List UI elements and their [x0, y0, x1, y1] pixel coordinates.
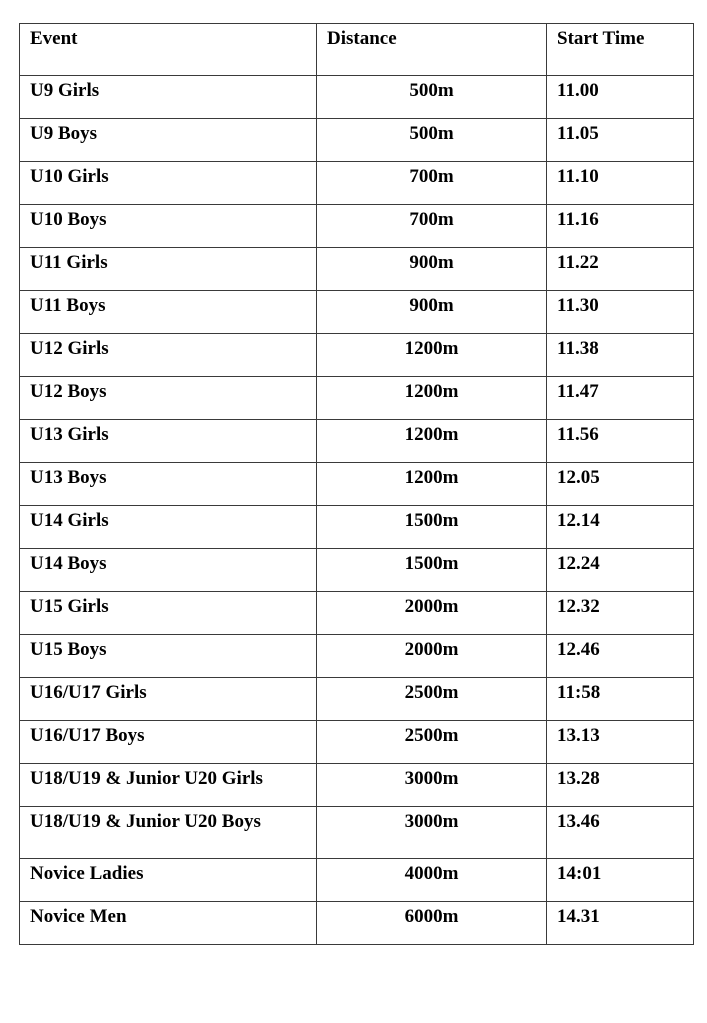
header-distance: Distance — [317, 24, 547, 76]
distance-cell: 2500m — [317, 721, 547, 764]
table-row — [20, 635, 694, 678]
table-row — [20, 119, 694, 162]
table-row — [20, 334, 694, 377]
start-time-cell: 13.13 — [547, 721, 694, 764]
distance-cell: 500m — [317, 119, 547, 162]
distance-cell: 6000m — [317, 902, 547, 945]
start-time-cell: 11:58 — [547, 678, 694, 721]
event-cell: U18/U19 & Junior U20 Boys — [20, 807, 317, 859]
table-row — [20, 592, 694, 635]
start-time-cell: 14.31 — [547, 902, 694, 945]
start-time-cell: 12.46 — [547, 635, 694, 678]
event-cell: Novice Men — [20, 902, 317, 945]
event-cell: U13 Boys — [20, 463, 317, 506]
distance-cell: 1500m — [317, 506, 547, 549]
event-cell: U11 Girls — [20, 248, 317, 291]
table-row — [20, 721, 694, 764]
distance-cell: 700m — [317, 205, 547, 248]
start-time-cell: 11.38 — [547, 334, 694, 377]
event-cell: U14 Girls — [20, 506, 317, 549]
table-row — [20, 162, 694, 205]
distance-cell: 1200m — [317, 334, 547, 377]
event-cell: U12 Boys — [20, 377, 317, 420]
event-cell: U14 Boys — [20, 549, 317, 592]
table-row — [20, 76, 694, 119]
table-row — [20, 248, 694, 291]
start-time-cell: 11.00 — [547, 76, 694, 119]
start-time-cell: 13.28 — [547, 764, 694, 807]
table-row — [20, 859, 694, 902]
header-event: Event — [20, 24, 317, 76]
distance-cell: 500m — [317, 76, 547, 119]
distance-cell: 2000m — [317, 635, 547, 678]
table-row — [20, 807, 694, 859]
table-row — [20, 420, 694, 463]
event-cell: U9 Girls — [20, 76, 317, 119]
start-time-cell: 11.47 — [547, 377, 694, 420]
distance-cell: 3000m — [317, 807, 547, 859]
distance-cell: 3000m — [317, 764, 547, 807]
start-time-cell: 12.24 — [547, 549, 694, 592]
start-time-cell: 14:01 — [547, 859, 694, 902]
distance-cell: 1500m — [317, 549, 547, 592]
start-time-cell: 13.46 — [547, 807, 694, 859]
event-cell: U13 Girls — [20, 420, 317, 463]
distance-cell: 900m — [317, 291, 547, 334]
header-start-time: Start Time — [547, 24, 694, 76]
start-time-cell: 12.05 — [547, 463, 694, 506]
table-row — [20, 506, 694, 549]
table-row — [20, 764, 694, 807]
event-cell: U15 Boys — [20, 635, 317, 678]
distance-cell: 1200m — [317, 377, 547, 420]
table-row — [20, 678, 694, 721]
start-time-cell: 11.30 — [547, 291, 694, 334]
event-cell: U12 Girls — [20, 334, 317, 377]
distance-cell: 1200m — [317, 463, 547, 506]
distance-cell: 2500m — [317, 678, 547, 721]
event-cell: U10 Girls — [20, 162, 317, 205]
table-row — [20, 902, 694, 945]
distance-cell: 900m — [317, 248, 547, 291]
start-time-cell: 12.14 — [547, 506, 694, 549]
race-schedule-table — [19, 23, 694, 945]
distance-cell: 1200m — [317, 420, 547, 463]
event-cell: U11 Boys — [20, 291, 317, 334]
event-cell: U9 Boys — [20, 119, 317, 162]
distance-cell: 700m — [317, 162, 547, 205]
start-time-cell: 11.56 — [547, 420, 694, 463]
table-row — [20, 205, 694, 248]
start-time-cell: 11.05 — [547, 119, 694, 162]
event-cell: U18/U19 & Junior U20 Girls — [20, 764, 317, 807]
start-time-cell: 11.16 — [547, 205, 694, 248]
start-time-cell: 12.32 — [547, 592, 694, 635]
event-cell: U16/U17 Boys — [20, 721, 317, 764]
event-cell: U16/U17 Girls — [20, 678, 317, 721]
distance-cell: 2000m — [317, 592, 547, 635]
distance-cell: 4000m — [317, 859, 547, 902]
table-header-row — [20, 24, 694, 76]
event-cell: U15 Girls — [20, 592, 317, 635]
table-row — [20, 463, 694, 506]
event-cell: U10 Boys — [20, 205, 317, 248]
event-cell: Novice Ladies — [20, 859, 317, 902]
start-time-cell: 11.22 — [547, 248, 694, 291]
table-row — [20, 377, 694, 420]
start-time-cell: 11.10 — [547, 162, 694, 205]
table-row — [20, 291, 694, 334]
table-row — [20, 549, 694, 592]
